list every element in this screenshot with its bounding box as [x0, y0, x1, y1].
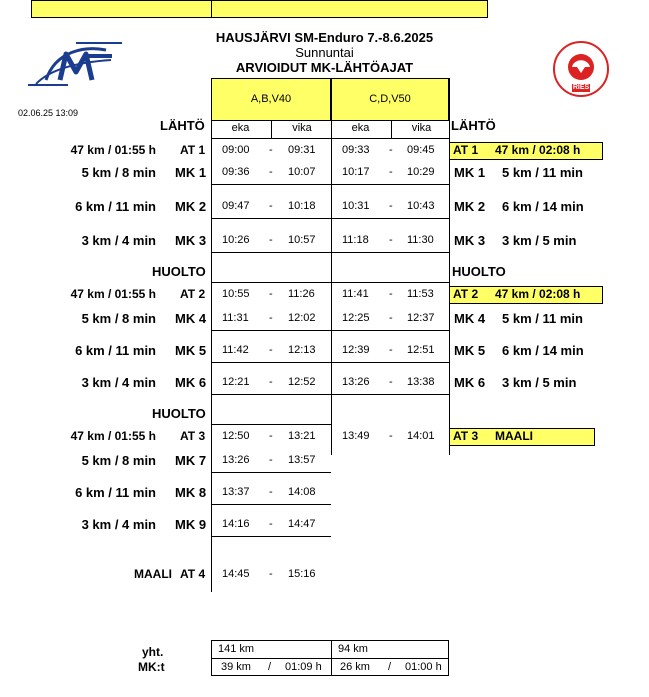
- start-time-last-right: 10:29: [407, 166, 435, 178]
- divider: [331, 394, 449, 395]
- vika-label-left: vika: [292, 122, 312, 134]
- divider: [331, 184, 449, 185]
- start-time-first-left: 14:16: [222, 518, 250, 530]
- doc-day: Sunnuntai: [295, 45, 354, 60]
- start-time-last-left: 10:57: [288, 234, 316, 246]
- row-section-label: MK 9: [175, 517, 207, 532]
- row-section-label-right: MK 3: [454, 233, 486, 248]
- divider: [331, 282, 449, 283]
- row-distance-right: 3 km / 5 min: [502, 375, 577, 390]
- row-distance-right: 47 km / 02:08 h: [495, 143, 581, 157]
- start-time-first-left: 13:26: [222, 454, 250, 466]
- dash: -: [269, 144, 273, 156]
- divider: [331, 330, 449, 331]
- dash: -: [269, 430, 273, 442]
- row-distance-right: 5 km / 11 min: [502, 311, 583, 326]
- dash: -: [389, 288, 393, 300]
- totals-left-km: 141 km: [218, 643, 255, 655]
- eka-label-right: eka: [351, 122, 370, 134]
- totals-mkt-label: MK:t: [138, 660, 165, 674]
- start-time-first-left: 11:42: [222, 344, 249, 356]
- row-distance-left: 3 km / 4 min: [81, 375, 156, 390]
- row-section-label: MK 2: [175, 199, 207, 214]
- row-distance-left: 6 km / 11 min: [75, 485, 156, 500]
- start-time-first-left: 12:21: [222, 376, 250, 388]
- divider: [211, 330, 331, 331]
- start-time-first-right: 11:18: [342, 234, 369, 246]
- dash: -: [269, 234, 273, 246]
- row-section-label-right: MK 4: [454, 311, 486, 326]
- row-section-label: MK 4: [175, 311, 207, 326]
- dash: -: [389, 376, 393, 388]
- row-distance-left: 5 km / 8 min: [81, 165, 156, 180]
- start-label-left: LÄHTÖ: [160, 118, 205, 133]
- service-label-left: HUOLTO: [152, 264, 206, 279]
- start-time-last-right: 12:51: [407, 344, 435, 356]
- dash: -: [389, 144, 393, 156]
- row-section-label-right: MK 2: [454, 199, 486, 214]
- row-distance-left: 3 km / 4 min: [81, 517, 156, 532]
- row-section-label: MK 6: [175, 375, 207, 390]
- row-distance-right: 6 km / 14 min: [502, 199, 584, 214]
- divider: [211, 282, 331, 283]
- start-time-last-left: 13:57: [288, 454, 316, 466]
- divider: [331, 362, 449, 363]
- row-section-label-right: MK 6: [454, 375, 486, 390]
- row-section-label: AT 2: [180, 287, 206, 301]
- service-label-left: HUOLTO: [152, 406, 206, 421]
- group-label-left: A,B,V40: [250, 93, 292, 105]
- group-label-right: C,D,V50: [369, 93, 411, 105]
- dash: -: [269, 288, 273, 300]
- start-time-first-right: 09:33: [342, 144, 370, 156]
- totals-left-mk-km: 39 km: [221, 661, 251, 673]
- start-time-first-right: 12:39: [342, 344, 370, 356]
- dash: -: [269, 344, 273, 356]
- totals-yht-label: yht.: [142, 645, 164, 659]
- totals-right-mk-km: 26 km: [340, 661, 370, 673]
- vika-label-right: vika: [411, 122, 432, 134]
- divider: [331, 252, 449, 253]
- row-section-label-right: MK 1: [454, 165, 486, 180]
- totals-right-km: 94 km: [338, 643, 368, 655]
- dash: -: [389, 344, 393, 356]
- start-time-last-right: 12:37: [407, 312, 435, 324]
- timestamp: 02.06.25 13:09: [18, 108, 79, 118]
- divider: [331, 218, 449, 219]
- start-time-last-left: 14:08: [288, 486, 316, 498]
- divider: [211, 536, 331, 537]
- dash: -: [269, 376, 273, 388]
- divider: [211, 472, 331, 473]
- start-time-first-left: 10:55: [222, 288, 250, 300]
- row-section-label-right: AT 1: [453, 143, 479, 157]
- start-time-first-right: 12:25: [342, 312, 370, 324]
- row-section-label: AT 3: [180, 429, 206, 443]
- dash: -: [269, 312, 273, 324]
- row-distance-left: 5 km / 8 min: [81, 453, 156, 468]
- row-distance-right: 5 km / 11 min: [502, 165, 583, 180]
- row-section-label: MK 1: [175, 165, 207, 180]
- dash: -: [269, 200, 273, 212]
- dash: -: [389, 430, 393, 442]
- totals-left-mk-time: 01:09 h: [285, 661, 322, 673]
- start-time-last-left: 10:07: [288, 166, 316, 178]
- start-time-last-right: 10:43: [407, 200, 435, 212]
- start-time-last-right: 11:53: [407, 288, 434, 300]
- row-distance-left: 47 km / 01:55 h: [70, 143, 156, 157]
- totals-right-mk-time: 01:00 h: [405, 661, 442, 673]
- row-section-label: MK 3: [175, 233, 207, 248]
- start-label-right: LÄHTÖ: [451, 118, 496, 133]
- totals-right-slash: /: [388, 661, 392, 673]
- start-time-first-left: 13:37: [222, 486, 250, 498]
- row-highlight: [31, 0, 212, 18]
- row-distance-left: 5 km / 8 min: [81, 311, 156, 326]
- dash: -: [269, 518, 273, 530]
- row-distance-left: 3 km / 4 min: [81, 233, 156, 248]
- row-section-label: AT 1: [180, 143, 206, 157]
- start-time-first-right: 11:41: [342, 288, 369, 300]
- start-time-first-left: 09:36: [222, 166, 250, 178]
- row-section-label-right: AT 2: [453, 287, 479, 301]
- dash: -: [269, 454, 273, 466]
- row-distance-left: 47 km / 01:55 h: [70, 429, 156, 443]
- service-label-right: HUOLTO: [452, 264, 506, 279]
- dash: -: [269, 486, 273, 498]
- start-time-last-left: 10:18: [288, 200, 316, 212]
- row-section-label-right: MK 5: [454, 343, 486, 358]
- totals-left-slash: /: [268, 661, 272, 673]
- start-time-first-left: 09:00: [222, 144, 250, 156]
- row-distance-left: 47 km / 01:55 h: [70, 287, 156, 301]
- dash: -: [269, 568, 273, 580]
- start-time-last-left: 11:26: [288, 288, 315, 300]
- start-time-last-left: 12:02: [288, 312, 316, 324]
- row-distance-right: 6 km / 14 min: [502, 343, 584, 358]
- row-distance-left: 6 km / 11 min: [75, 343, 156, 358]
- divider: [211, 362, 331, 363]
- start-time-first-right: 10:31: [342, 200, 370, 212]
- start-time-first-left: 14:45: [222, 568, 250, 580]
- start-time-first-left: 12:50: [222, 430, 250, 442]
- start-time-first-right: 13:49: [342, 430, 370, 442]
- row-distance-right: 47 km / 02:08 h: [495, 287, 581, 301]
- divider: [211, 424, 331, 425]
- start-time-first-left: 11:31: [222, 312, 249, 324]
- dash: -: [389, 234, 393, 246]
- start-time-last-right: 14:01: [407, 430, 435, 442]
- start-time-last-right: 09:45: [407, 144, 435, 156]
- row-section-label: MK 8: [175, 485, 207, 500]
- divider: [211, 504, 331, 505]
- dash: -: [389, 312, 393, 324]
- row-distance-left: MAALI: [134, 567, 172, 581]
- dash: -: [389, 200, 393, 212]
- organization-logo: [26, 40, 126, 88]
- start-time-last-left: 15:16: [288, 568, 316, 580]
- eka-label-left: eka: [231, 122, 250, 134]
- start-time-last-left: 09:31: [288, 144, 316, 156]
- row-section-label: AT 4: [180, 567, 206, 581]
- start-time-first-left: 10:26: [222, 234, 250, 246]
- row-section-label: MK 7: [175, 453, 207, 468]
- doc-subtitle: ARVIOIDUT MK-LÄHTÖAJAT: [235, 60, 414, 75]
- row-distance-right: MAALI: [495, 429, 533, 443]
- divider: [211, 394, 331, 395]
- start-time-last-right: 13:38: [407, 376, 435, 388]
- row-section-label: MK 5: [175, 343, 207, 358]
- divider: [211, 218, 331, 219]
- dash: -: [269, 166, 273, 178]
- start-time-first-right: 10:17: [342, 166, 370, 178]
- row-section-label-right: AT 3: [453, 429, 479, 443]
- start-time-last-left: 12:13: [288, 344, 316, 356]
- row-distance-left: 6 km / 11 min: [75, 199, 156, 214]
- start-time-last-right: 11:30: [407, 234, 434, 246]
- start-time-last-left: 12:52: [288, 376, 316, 388]
- start-time-last-left: 14:47: [288, 518, 316, 530]
- start-time-last-left: 13:21: [288, 430, 316, 442]
- doc-title: HAUSJÄRVI SM-Enduro 7.-8.6.2025: [215, 30, 434, 45]
- start-time-first-left: 09:47: [222, 200, 250, 212]
- row-distance-right: 3 km / 5 min: [502, 233, 577, 248]
- ries-logo-abbr: RIES: [572, 84, 590, 91]
- dash: -: [389, 166, 393, 178]
- divider: [211, 184, 331, 185]
- divider: [211, 252, 331, 253]
- start-time-first-right: 13:26: [342, 376, 370, 388]
